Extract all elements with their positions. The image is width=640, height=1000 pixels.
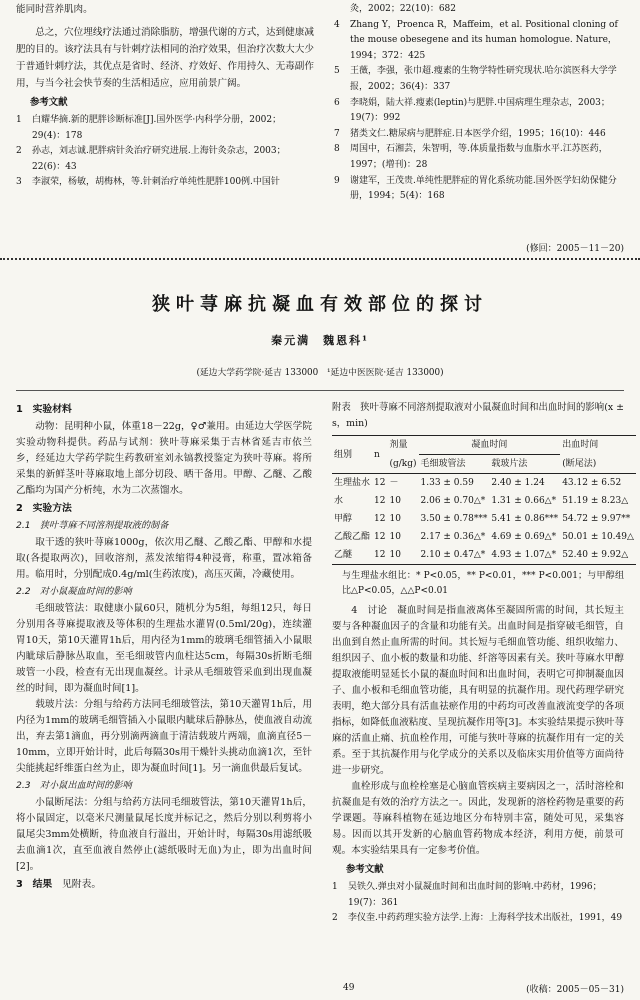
- table-cell-bleed: 54.72 ± 9.97**: [562, 514, 631, 524]
- table-row: [332, 492, 636, 510]
- table-cell-slide: 4.69 ± 0.69△*: [491, 532, 557, 542]
- table-cell-d: 10: [389, 532, 401, 542]
- col-group: 组别: [334, 449, 353, 460]
- col-bleeding-time: 出血时间: [562, 440, 599, 451]
- table-cell-d: 10: [389, 496, 401, 506]
- summary-paragraph: 总之，穴位埋线疗法通过消除脂肪，增强代谢的方式，达到健康减肥的目的。该疗法具有与针刺疗法相同的治疗效果，但治疗次数大大少于普通针刺疗法，其优点是省时、经济、疗效好、作用持久、无毒副作用，与当今社会快节奏的生活相适应，应用前景广阔。: [16, 27, 314, 89]
- header-rule: [16, 390, 624, 391]
- table-cell-d: －: [389, 478, 399, 488]
- top-left-column: [16, 2, 314, 191]
- table-cell-g: 生理盐水: [334, 478, 371, 488]
- reference-text: Zhang Y，Proenca R，Maffeim，et al. Positional cloning of the mouse obesegene and its human homologue. Nature，1994；372：425: [350, 19, 618, 61]
- col-n: n: [374, 449, 380, 460]
- reference-text: 孙志，刘志诚.肥胖病针灸治疗研究进展.上海针灸杂志，2003；22(6)：43: [32, 146, 286, 172]
- reference-text: 李淑荣，杨敏，胡梅林，等.针刺治疗单纯性肥胖100例.中国针: [32, 177, 280, 188]
- reference-item: [334, 96, 624, 127]
- reference-number: 9: [334, 175, 340, 186]
- article-divider: [0, 258, 640, 260]
- reference-text: 李仪奎.中药药理实验方法学.上海：上海科学技术出版社，1991，49: [348, 913, 623, 924]
- references-heading: 参考文献: [30, 97, 68, 108]
- table-cell-cap: 2.06 ± 0.70△*: [420, 496, 486, 506]
- reference-number: [334, 2, 344, 18]
- reference-text: 周国中，石湘芸，朱智明，等.体质量指数与血脂水平.江苏医药，1997；(増刊)：28: [350, 144, 608, 170]
- table-cell-d: 10: [389, 514, 401, 524]
- table-row: [332, 474, 636, 493]
- reference-item: [16, 175, 314, 191]
- page-number: 49: [343, 983, 355, 993]
- section-3-heading: [16, 877, 312, 893]
- col-dose: 剂量: [389, 440, 408, 451]
- table-cell-slide: 5.41 ± 0.86***: [491, 514, 559, 524]
- table-cell-cap: 3.50 ± 0.78***: [420, 514, 488, 524]
- section-2-2-paragraph-1: 毛细玻管法：取健康小鼠60只，随机分为5组，每组12只，每日分别用各荨麻提取液及等体积的生理盐水灌胃(0.5ml/20g)，连续灌胃10天，第10天灌胃1h后，用内径为1mm的玻璃毛细管插入小鼠眼内眦球后静脉丛取血，至毛细玻管内血柱达5cm，每隔30s折断毛细玻管一小段，检查有无出现血凝丝。计录从毛细玻管采血到出现血凝丝的时间，即为凝血时间[1]。: [16, 603, 312, 694]
- table-caption: 附表 狭叶荨麻不同溶剂提取液对小鼠凝血时间和出血时间的影响(x ± s，min): [332, 402, 624, 429]
- table-cell-bleed: 43.12 ± 6.52: [562, 478, 622, 488]
- reference-number: 8: [334, 144, 340, 155]
- reference-text: 李晓娟，陆大祥.瘦素(leptin)与肥胖.中国病理生理杂志，2003；19(7)：992: [350, 97, 610, 124]
- section-2-1-paragraph: 取干透的狭叶荨麻1000g，依次用乙醚、乙酸乙酯、甲醇和水提取(各提取两次)，回收溶剂，蒸发浓缩得4种浸膏，称重，置冰箱备用。临用时，分别配成0.4g/ml(生药浓度)，高压灭菌，冷藏使用。: [16, 537, 312, 580]
- reference-item: [332, 880, 624, 911]
- lead-line: 能同时营养肌肉。: [16, 4, 93, 15]
- reference-number: 2: [332, 913, 338, 924]
- table-cell-slide: 2.40 ± 1.24: [491, 478, 545, 488]
- table-body: [332, 474, 636, 565]
- col-clotting-time: 凝血时间: [419, 436, 561, 455]
- section-2-1-heading: 2.1 狭叶荨麻不同溶剂提取液的制备: [16, 520, 169, 531]
- table-cell-bleed: 50.01 ± 10.49△: [562, 532, 634, 542]
- reference-item: [16, 144, 314, 175]
- table-cell-n: 12: [374, 550, 386, 560]
- reference-number: 3: [16, 177, 22, 188]
- article-affiliation: (延边大学药学院·延吉 133000 ¹延边中医医院·延吉 133000): [196, 368, 444, 378]
- reference-number: 7: [334, 128, 340, 139]
- references-list-continued: [334, 2, 624, 205]
- table-cell-slide: 1.31 ± 0.66△*: [491, 496, 557, 506]
- reference-item: [334, 127, 624, 143]
- table-cell-g: 乙酸乙酯: [334, 532, 371, 542]
- reference-item: [334, 2, 624, 18]
- reference-item: [334, 18, 624, 65]
- table-cell-cap: 1.33 ± 0.59: [420, 478, 474, 488]
- reference-text: 吴铁久.弹虫对小鼠凝血时间和出血时间的影响.中药材，1996；19(7)：361: [348, 882, 602, 908]
- section-2-2-paragraph-2: 载玻片法：分组与给药方法同毛细玻管法，第10天灌胃1h后，用内径为1mm的玻璃毛细管插入小鼠眼内眦球后静脉丛，使血液自动流出，弃去第1滴血，再分别滴两滴血于清洁载玻片两端，血滴直径5－10mm，立即开始计时，此后每隔30s用干燥针头挑动血滴1次，至针尖能挑起纤维蛋白丝为止，即为凝血时间[1]。另一滴血供最后复试。: [16, 699, 312, 774]
- top-right-column: [334, 2, 624, 205]
- section-2-2-heading: 2.2 对小鼠凝血时间的影响: [16, 586, 132, 597]
- table-cell-n: 12: [374, 514, 386, 524]
- body-references-heading: 参考文献: [346, 864, 384, 875]
- section-1-paragraph: 动物：昆明种小鼠，体重18－22g，♀♂兼用。由延边大学医学院实验动物科提供。药品与试剂：狭叶荨麻采集于吉林省延吉市依兰乡，经延边大学药学院生药教研室刘永镐教授鉴定为狭叶荨麻。将所采集的新鲜茎叶荨麻取地上部分切段、晒干备用。甲醇、乙醚、乙酸乙酯均为国产分析纯，水为二次蒸馏水。: [16, 421, 312, 496]
- col-capillary-method: 毛细玻管法: [420, 459, 466, 469]
- reference-item: [16, 113, 314, 144]
- reference-number: 5: [334, 66, 340, 77]
- section-3-title: 3 结果: [16, 879, 53, 890]
- received-stamp: (收稿：2005－05－31): [526, 985, 624, 995]
- section-2-3-paragraph: 小鼠断尾法：分组与给药方法同毛细玻管法，第10天灌胃1h后，将小鼠固定，以毫米尺测量鼠尾长度并标记之，然后分别以利剪将小鼠尾尖3mm处横断，待血液自行溢出，开始计时，每隔30s用滤纸吸去血滴1次，直至血液自然停止(滤纸吸时无血)为止，即为出血时间[2]。: [16, 797, 312, 872]
- table-row: [332, 528, 636, 546]
- discussion-paragraph-1: 4 讨论 凝血时间是指血液离体至凝固所需的时间，其长短主要与各种凝血因子的含量和功能有关。出血时间是指穿破毛细管，自出血到自然止血所需的时间。其长短与毛细血管功能、组织收缩力、组织因子、血小板的数量和功能、纤溶等因素有关。狭叶荨麻水甲醇提取液能明显延长小鼠的凝血时间和出血时间，表明它可抑制凝血因子、血小板和毛细血管功能，具有明显的抗凝作用。现代药理学研究表明，绝大部分具有活血祛瘀作用的中药均可改善血液流变学的各项指标，如降低血液粘度、呈现抗凝作用等[3]。本实验结果提示狭叶荨麻的活血止痛、抗血栓作用，可能与狭叶荨麻的抗凝作用有一定的关系。至于其抗凝作用与化学成分的关系以及临床实用价值等方面尚待进一步研究。: [332, 605, 624, 776]
- body-references-list: [332, 880, 624, 927]
- reference-text: 白耀华摘.新的肥胖诊断标准[J].国外医学·内科学分册，2002；29(4)：178: [32, 115, 282, 141]
- section-3-text: 见附表。: [62, 879, 102, 890]
- section-1-heading: 1 实验材料: [16, 404, 72, 415]
- table-cell-slide: 4.93 ± 1.07△*: [491, 550, 557, 560]
- received-date: (修回：2005－11－20): [526, 244, 624, 254]
- reference-item: [332, 911, 624, 927]
- reference-number: 1: [332, 882, 338, 892]
- table-cell-cap: 2.17 ± 0.36△*: [420, 532, 486, 542]
- section-2-3-heading: 2.3 对小鼠出血时间的影响: [16, 780, 132, 791]
- table-cell-bleed: 51.19 ± 8.23△: [562, 496, 629, 506]
- references-list: [16, 113, 314, 191]
- article-title: 狭叶荨麻抗凝血有效部位的探讨: [152, 294, 488, 315]
- reference-number: 2: [16, 146, 22, 157]
- table-cell-g: 乙醚: [334, 550, 353, 560]
- reference-number: 6: [334, 97, 340, 108]
- reference-number: 4: [334, 19, 340, 30]
- body-right-column: [332, 400, 634, 927]
- reference-text: 谢建军，王茂贵.单纯性肥胖症的胃化系统功能.国外医学妇幼保健分册，1994；5(4)：168: [350, 175, 617, 202]
- reference-text: 灸，2002；22(10)：682: [350, 4, 457, 14]
- reference-item: [334, 64, 624, 95]
- reference-item: [334, 174, 624, 205]
- reference-text: 王薇，李强，张巾超.瘦素的生物学特性研究现状.哈尔滨医科大学学报，2002；36(4)：337: [350, 66, 617, 92]
- col-tail-method: (断尾法): [562, 458, 597, 469]
- table-row: [332, 510, 636, 528]
- reference-number: 1: [16, 115, 22, 125]
- table-cell-d: 10: [389, 550, 401, 560]
- discussion-paragraph-2: 血栓形成与血栓栓塞是心脑血管疾病主要病因之一，活时溶栓和抗凝血是有效的治疗方法之一。因此，发现新的溶栓药物是重要的药学课题。荨麻科植物在延边地区分布特别丰富，随处可见，采集容易。因而以其开发新的心脑血管药物成本经济，利用方便，前景可观。本实验结果具有一定参考价值。: [332, 781, 624, 856]
- table-row: [332, 546, 636, 565]
- article-authors: 秦元满 魏恩科¹: [271, 334, 369, 347]
- table-cell-bleed: 52.40 ± 9.92△: [562, 550, 629, 560]
- body-left-column: [16, 400, 312, 894]
- table-cell-n: 12: [374, 478, 386, 488]
- table-cell-g: 水: [334, 496, 344, 506]
- table-cell-g: 甲醇: [334, 514, 353, 524]
- col-slide-method: 载玻片法: [491, 459, 528, 469]
- reference-item: [334, 142, 624, 173]
- table-cell-n: 12: [374, 532, 386, 542]
- section-2-heading: 2 实验方法: [16, 503, 72, 514]
- results-table: [332, 435, 636, 565]
- reference-text: 猪类文仁.糖尿病与肥胖症.日本医学介绍，1995；16(10)：446: [350, 128, 606, 139]
- table-footnote: 与生理盐水组比：* P<0.05，** P<0.01，*** P<0.001；与甲醇组比△P<0.05，△△P<0.01: [342, 571, 624, 596]
- col-dose-unit: (g/kg): [389, 458, 417, 469]
- table-cell-cap: 2.10 ± 0.47△*: [420, 550, 486, 560]
- table-cell-n: 12: [374, 496, 386, 506]
